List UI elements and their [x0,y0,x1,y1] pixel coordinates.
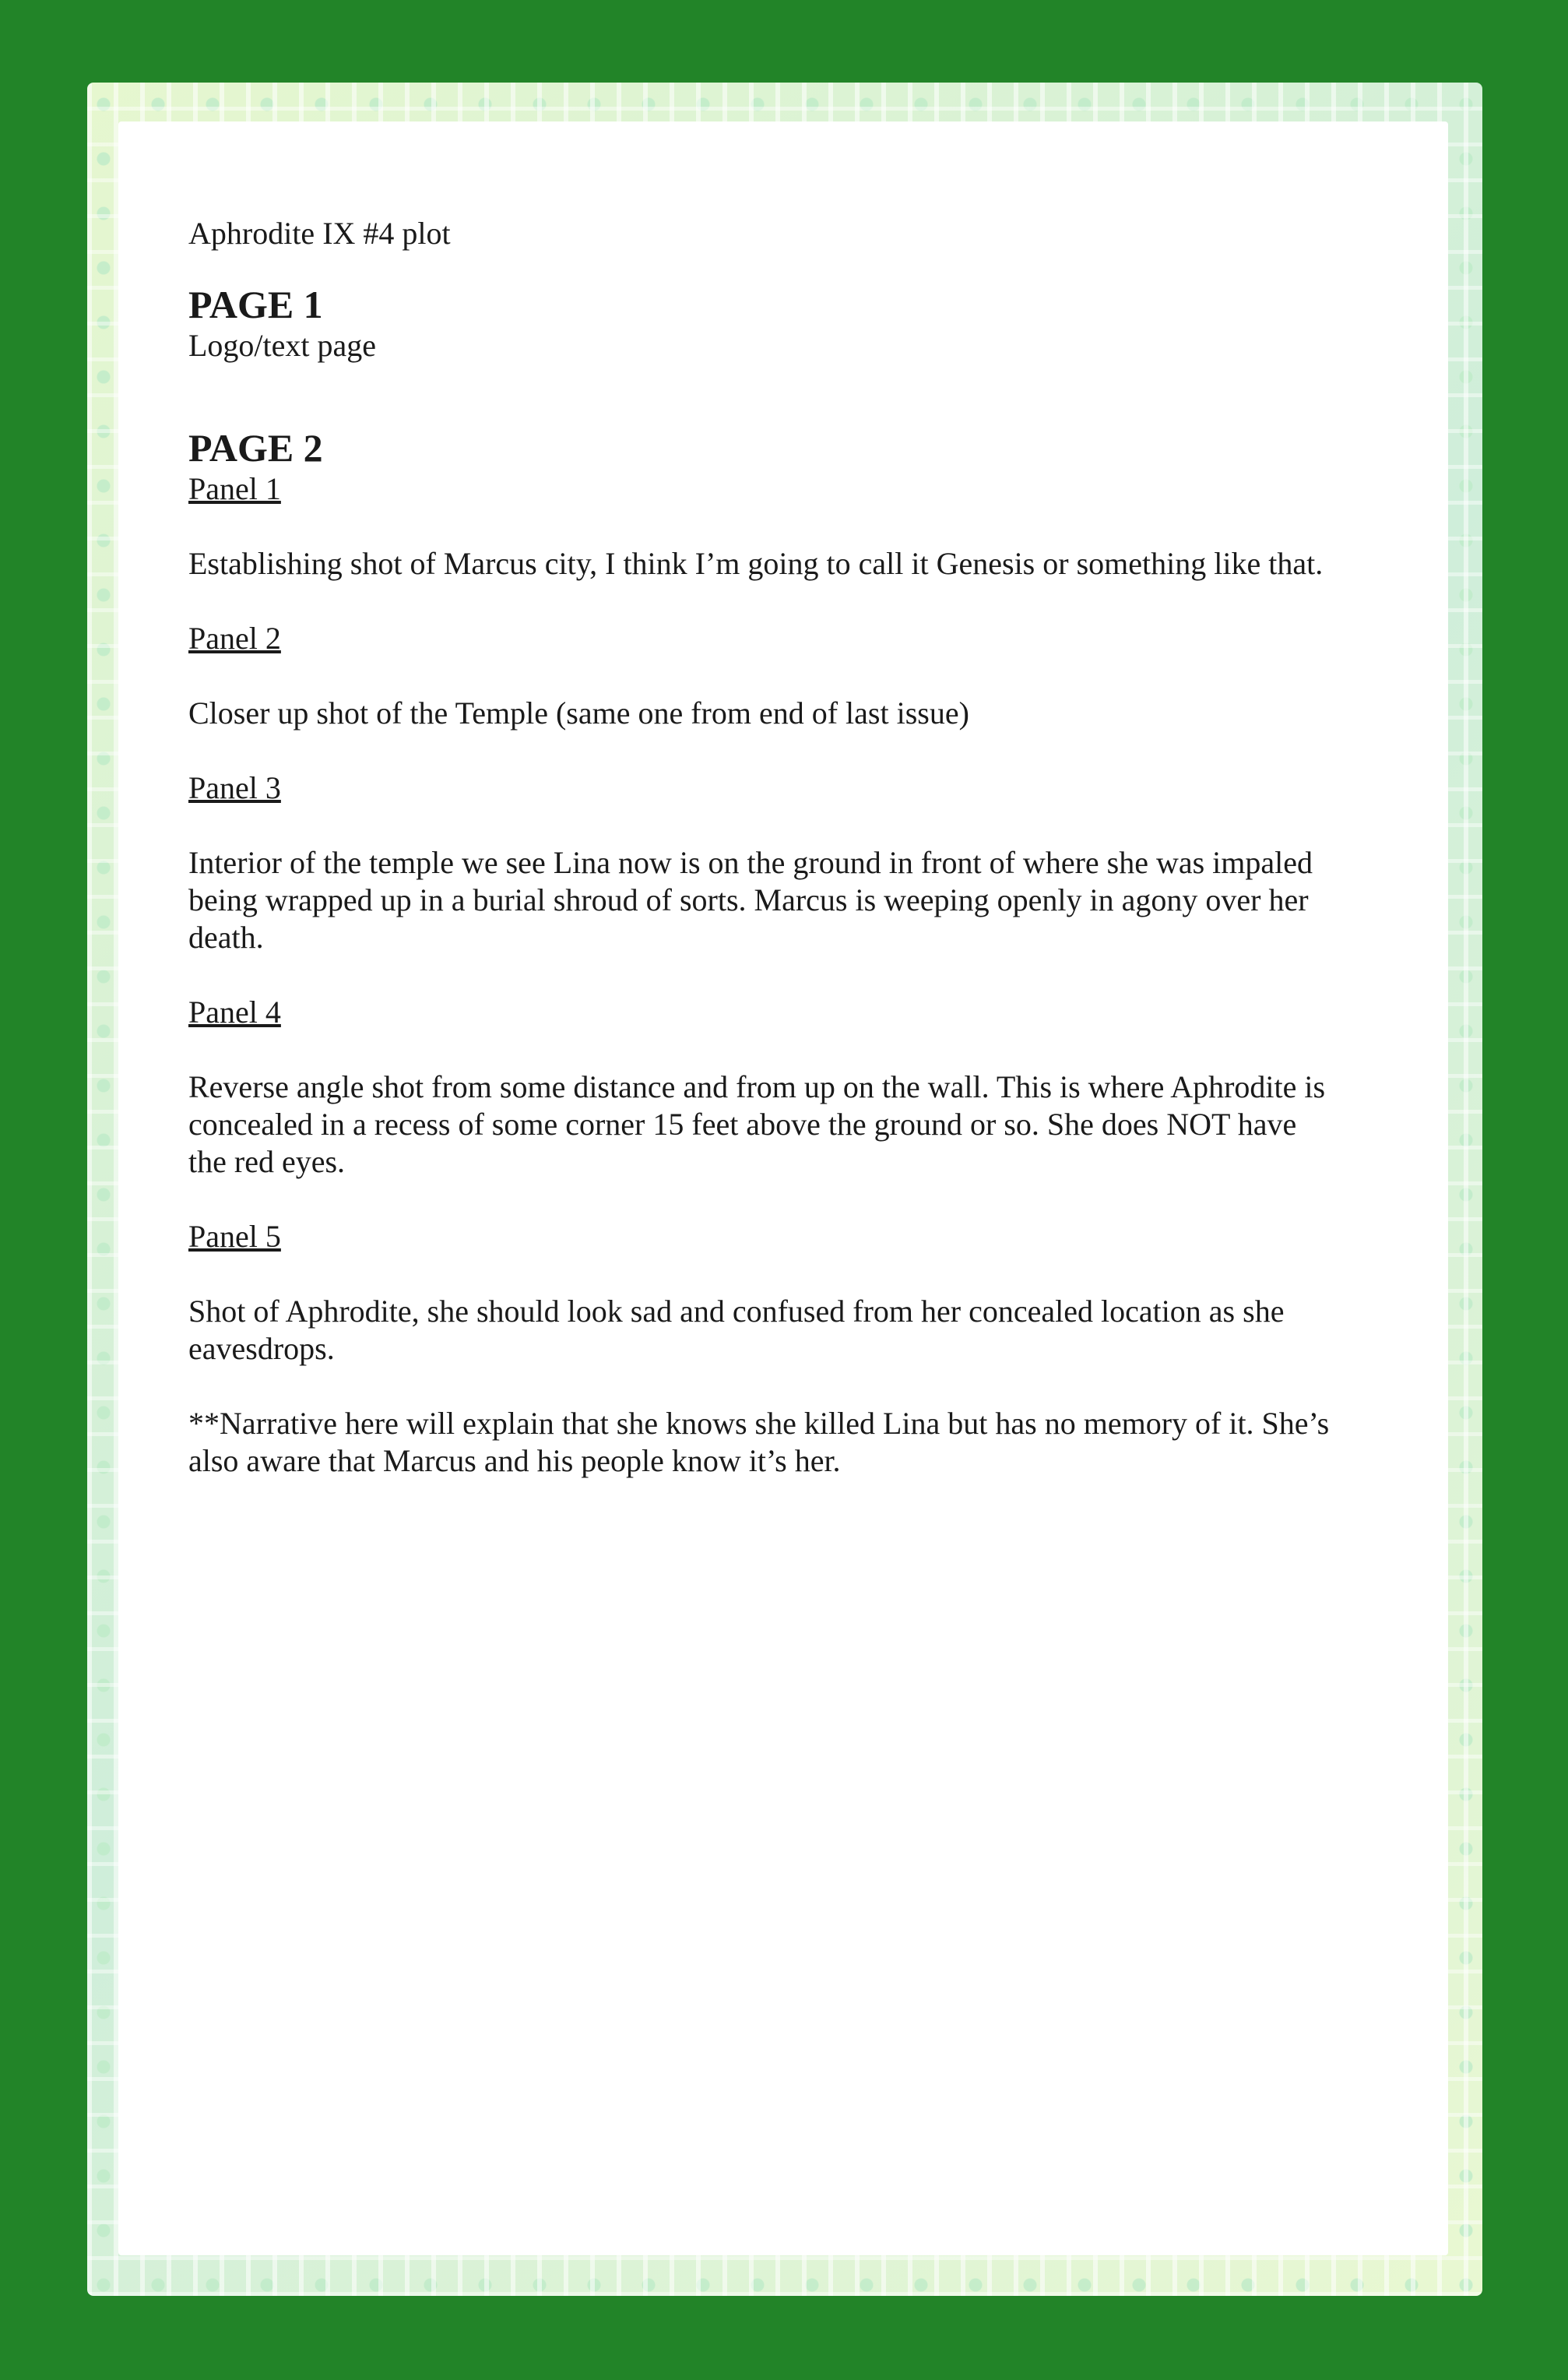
narrative-note: **Narrative here will explain that she knows she killed Lina but has no memory of it. She’s also aware that Marcus and his people know it’s her. [188,1406,1330,1478]
document-page [118,121,1448,2255]
panel-2-description: Closer up shot of the Temple (same one from end of last issue) [188,695,969,731]
panel-1-description: Establishing shot of Marcus city, I think I’m going to call it Genesis or something like that. [188,546,1324,581]
document-title: Aphrodite IX #4 plot [188,216,451,251]
panel-2-label: Panel 2 [188,621,281,656]
panel-5-label: Panel 5 [188,1219,281,1254]
page-1-text: Logo/text page [188,328,377,363]
page-2-heading: PAGE 2 [188,426,323,470]
page-1-heading: PAGE 1 [188,283,323,326]
panel-3-description: Interior of the temple we see Lina now is on the ground in front of where she was impaled being wrapped up in a burial shroud of sorts. Marcus is weeping openly in agony over her death. [188,845,1313,955]
panel-3-label: Panel 3 [188,770,281,805]
panel-4-description: Reverse angle shot from some distance and from up on the wall. This is where Aphrodite is concealed in a recess of some corner 15 feet above the ground or so. She does NOT have the red eyes. [188,1069,1326,1179]
document-content [188,215,1333,1517]
panel-5-description: Shot of Aphrodite, she should look sad and confused from her concealed location as she eavesdrops. [188,1294,1285,1366]
panel-1-label: Panel 1 [188,471,281,506]
panel-4-label: Panel 4 [188,995,281,1030]
